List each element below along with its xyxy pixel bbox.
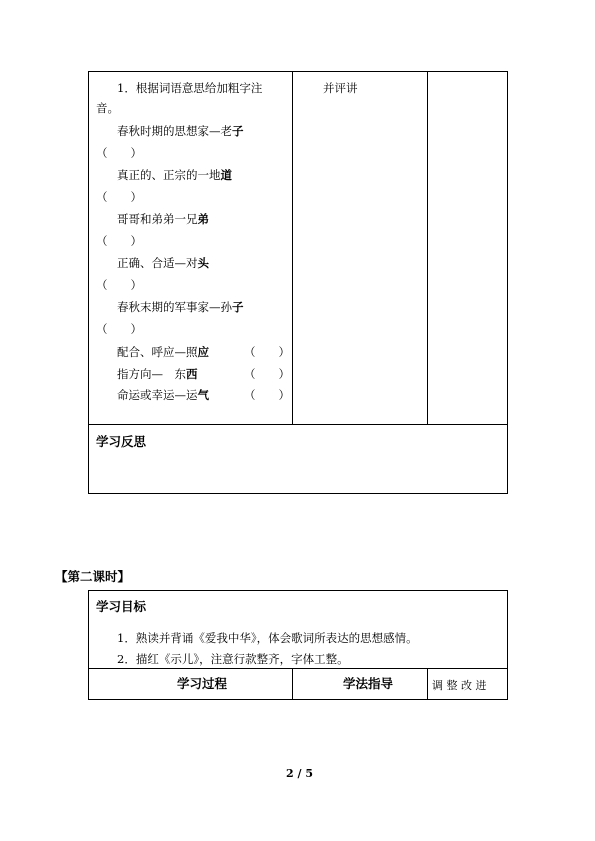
table1-top-border — [88, 71, 508, 72]
table1-right-border — [507, 71, 508, 494]
line-text: 指方向— 东 — [117, 367, 186, 381]
bold-character: 弟 — [197, 212, 209, 226]
line-text: （ ） — [96, 190, 142, 204]
goal-item-2: 2．描红《示儿》，注意行款整齐，字体工整。 — [117, 652, 349, 666]
content-line — [117, 124, 244, 138]
table2-col-divider-1 — [292, 668, 293, 700]
column-header-process: 学习过程 — [177, 676, 228, 691]
table2-col-divider-2 — [427, 668, 428, 700]
line-text: 配合、呼应—照 — [117, 345, 198, 359]
bold-character: 应 — [197, 345, 209, 359]
content-line — [117, 367, 198, 381]
line-text: （ ） — [96, 322, 142, 336]
table2-bottom-border — [88, 699, 508, 700]
bold-character: 气 — [197, 388, 209, 402]
bold-character: 道 — [220, 168, 232, 182]
table2-right-border — [507, 590, 508, 700]
table1-col-divider-1 — [292, 71, 293, 424]
line-text: （ ） — [96, 234, 142, 248]
content-line — [96, 278, 142, 292]
line-text: （ ） — [96, 146, 142, 160]
line-text: 命运或幸运—运 — [117, 388, 198, 402]
line-text: 1．根据词语意思给加粗字注 — [117, 81, 263, 95]
content-line — [117, 168, 232, 182]
content-line — [117, 300, 244, 314]
bold-character: 子 — [232, 300, 244, 314]
content-line — [117, 345, 209, 359]
answer-parentheses: （ ） — [244, 345, 290, 359]
content-line — [96, 101, 119, 115]
answer-parentheses: （ ） — [244, 388, 290, 402]
table2-top-border — [88, 590, 508, 591]
table1-left-border — [88, 71, 89, 494]
content-line — [117, 212, 209, 226]
table1-row-divider — [88, 424, 508, 425]
bold-character: 西 — [186, 367, 198, 381]
table2-left-border — [88, 590, 89, 700]
goal-item-1: 1．熟读并背诵《爱我中华》，体会歌词所表达的思想感情。 — [117, 631, 418, 645]
line-text: 春秋末期的军事家—孙 — [117, 300, 232, 314]
line-text: 春秋时期的思想家—老 — [117, 124, 232, 138]
content-line — [117, 81, 262, 95]
bold-character: 子 — [232, 124, 244, 138]
content-line — [96, 190, 142, 204]
content-line — [96, 322, 142, 336]
content-line — [117, 388, 209, 402]
page-number: 2 / 5 — [286, 767, 313, 780]
content-line — [96, 234, 142, 248]
middle-column-text: 并评讲 — [323, 81, 358, 95]
reflection-label: 学习反思 — [96, 434, 147, 449]
column-header-guidance: 学法指导 — [343, 676, 394, 691]
line-text: 音。 — [96, 101, 119, 115]
line-text: 正确、合适—对 — [117, 256, 198, 270]
content-line — [117, 256, 209, 270]
table1-col-divider-2 — [427, 71, 428, 424]
goals-label: 学习目标 — [96, 599, 147, 614]
content-line — [96, 146, 142, 160]
table2-row-divider — [88, 668, 508, 669]
line-text: 真正的、正宗的一地 — [117, 168, 221, 182]
section-heading: 【第二课时】 — [55, 569, 131, 584]
bold-character: 头 — [197, 256, 209, 270]
line-text: （ ） — [96, 278, 142, 292]
column-header-adjust: 调 整 改 进 — [432, 679, 487, 692]
table1-bottom-border — [88, 493, 508, 494]
line-text: 哥哥和弟弟一兄 — [117, 212, 198, 226]
answer-parentheses: （ ） — [244, 367, 290, 381]
